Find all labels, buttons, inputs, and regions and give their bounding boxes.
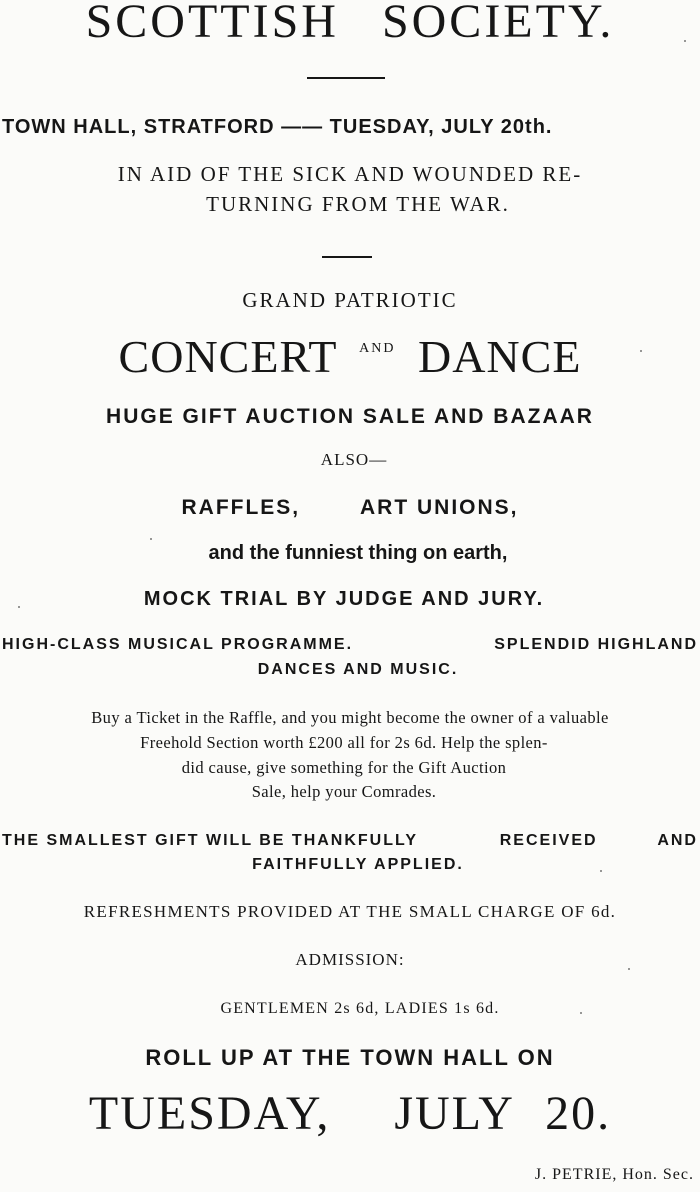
gift-right: AND xyxy=(657,832,698,849)
refreshments-line: REFRESHMENTS PROVIDED AT THE SMALL CHARGE OF 6d. xyxy=(83,902,617,921)
raffle-text-2: Freehold Section worth £200 all for 2s 6d. Help the splen- xyxy=(140,733,548,752)
programme-line-1 xyxy=(0,636,700,654)
print-speck xyxy=(628,968,630,970)
divider xyxy=(322,256,372,258)
programme-line-2: DANCES AND MUSIC. xyxy=(257,661,459,678)
cause-line-2: TURNING FROM THE WAR. xyxy=(206,192,510,216)
raffle-text-1: Buy a Ticket in the Raffle, and you might become the owner of a valuable xyxy=(91,708,609,727)
admission-prices: GENTLEMEN 2s 6d, LADIES 1s 6d. xyxy=(220,1000,500,1017)
raffle-text-3: did cause, give something for the Gift Auction xyxy=(181,758,507,777)
programme-right: SPLENDID HIGHLAND xyxy=(494,636,698,653)
date-number: 20. xyxy=(545,1087,612,1140)
divider xyxy=(307,77,385,79)
signature: J. PETRIE, Hon. Sec. xyxy=(534,1166,694,1183)
cause-line-1: IN AID OF THE SICK AND WOUNDED RE- xyxy=(117,162,583,186)
date-month: JULY xyxy=(394,1087,514,1140)
print-speck xyxy=(580,1012,582,1014)
event-date xyxy=(0,1086,700,1141)
programme-left: HIGH-CLASS MUSICAL PROGRAMME. xyxy=(2,636,354,653)
main-title xyxy=(0,330,700,383)
pre-title: GRAND PATRIOTIC xyxy=(242,288,458,312)
raffle-text-4: Sale, help your Comrades. xyxy=(251,782,437,801)
date-day: TUESDAY, xyxy=(88,1087,331,1140)
print-speck xyxy=(640,350,642,352)
gift-line-2: FAITHFULLY APPLIED. xyxy=(252,856,464,873)
gift-line-1 xyxy=(0,832,700,850)
title-concert: CONCERT xyxy=(118,331,337,382)
print-speck xyxy=(150,538,152,540)
funniest-line: and the funniest thing on earth, xyxy=(208,542,508,564)
venue-line: TOWN HALL, STRATFORD —— TUESDAY, JULY 20th. xyxy=(2,116,553,138)
title-dance: DANCE xyxy=(417,331,582,382)
gift-mid: RECEIVED xyxy=(499,832,598,849)
admission-label: ADMISSION: xyxy=(295,950,405,969)
rollup-line: ROLL UP AT THE TOWN HALL ON xyxy=(145,1045,555,1070)
gift-left: THE SMALLEST GIFT WILL BE THANKFULLY xyxy=(2,832,418,849)
art-unions-text: ART UNIONS, xyxy=(360,496,519,519)
raffles-line xyxy=(0,496,700,520)
raffles-text: RAFFLES, xyxy=(181,496,301,519)
print-speck xyxy=(684,40,686,42)
mock-trial-line: MOCK TRIAL BY JUDGE AND JURY. xyxy=(143,588,545,610)
title-and: AND xyxy=(359,341,396,356)
also-line: ALSO— xyxy=(320,450,388,469)
print-speck xyxy=(18,606,20,608)
print-speck xyxy=(600,870,602,872)
page-title: SCOTTISH SOCIETY. xyxy=(85,0,615,48)
auction-line: HUGE GIFT AUCTION SALE AND BAZAAR xyxy=(106,405,594,428)
